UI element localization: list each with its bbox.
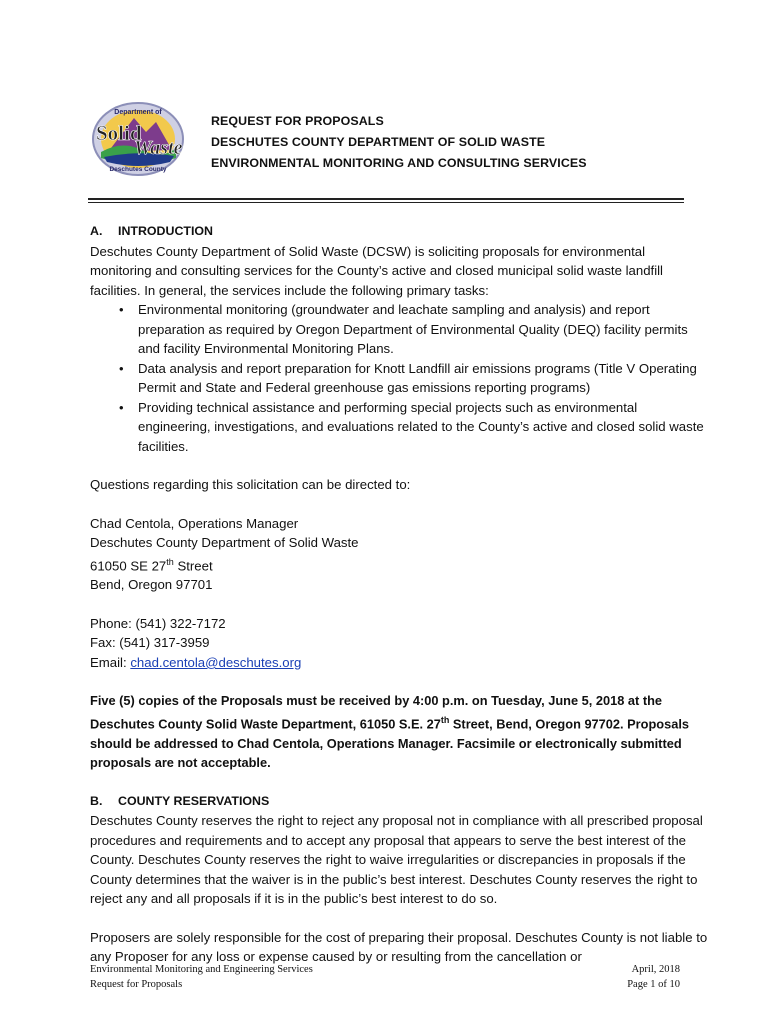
task-list [90,300,710,456]
document-body [90,222,710,967]
header-line-1: REQUEST FOR PROPOSALS [211,114,384,128]
header-divider-thick [88,198,684,200]
list-item: • Data analysis and report preparation for Knott Landfill air emissions programs (Title V Operating Permit and State and Federal greenhouse gas emissions reporting programs) [138,359,710,398]
section-b-paragraph-1: Deschutes County reserves the right to reject any proposal not in compliance with all prescribed proposal procedures and requirements and to accept any proposal that appears to serve the best interest of the County. Deschutes County reserves the right to waive irregularities or discrepancies in proposals if the County determines that the waiver is in the public’s best interest. Deschutes County reserves the right to reject any and all proposals if it is in the public’s best interest to do so. [90,813,703,907]
contact-department: Deschutes County Department of Solid Waste [90,535,359,550]
contact-city: Bend, Oregon 97701 [90,577,213,593]
logo-word-waste: Waste [134,137,183,159]
contact-fax: Fax: (541) 317-3959 [90,635,210,651]
logo-graphic [82,100,190,178]
section-a-number: A. [90,224,103,238]
footer-doc-type: Request for Proposals [90,979,183,990]
contact-name: Chad Centola, Operations Manager [90,515,299,531]
header-line-2: DESCHUTES COUNTY DEPARTMENT OF SOLID WASTE [211,135,546,149]
contact-street: 61050 SE 27th Street [90,556,213,573]
email-link[interactable]: chad.centola@deschutes.org [130,654,302,670]
contact-block [90,514,710,673]
header-line-3: ENVIRONMENTAL MONITORING AND CONSULTING SERVICES [211,156,587,170]
section-a-title: INTRODUCTION [118,224,213,238]
logo-top-text: Department of [114,109,162,116]
section-a-heading [90,222,710,242]
footer-page-number: Page 1 of 10 [627,979,680,990]
logo-bottom-text: Deschutes County [109,166,167,173]
header-divider-thin [88,202,684,203]
footer-date: April, 2018 [631,964,680,975]
list-item: • Environmental monitoring (groundwater and leachate sampling and analysis) and report preparation as required by Oregon Department of Environmental Quality (DEQ) facility permits and facility Environmental Monitoring Plans. [138,300,710,359]
footer-left [90,962,313,992]
logo-word-solid: Solid [96,121,142,145]
email-label: Email: [90,654,131,670]
contact-email-row [90,653,710,673]
solid-waste-logo [82,100,190,178]
contact-phone: Phone: (541) 322-7172 [90,615,226,631]
section-b-paragraph-2: Proposers are solely responsible for the cost of preparing their proposal. Deschutes County is not liable to any Proposer for any loss or expense caused by or resulting from the cancellation or [90,929,708,965]
section-b-number: B. [90,793,103,808]
list-item: • Providing technical assistance and performing special projects such as environmental engineering, investigations, and evaluations related to the County’s active and closed solid waste facilities. [138,398,710,457]
footer-doc-title: Environmental Monitoring and Engineering Services [90,964,313,975]
section-b-heading [90,792,710,812]
questions-text: Questions regarding this solicitation can be directed to: [90,477,411,492]
submission-deadline: Five (5) copies of the Proposals must be received by 4:00 p.m. on Tuesday, June 5, 2018 at the Deschutes County Solid Waste Department, 61050 S.E. 27th Street, Bend, Oregon 97702. Proposals should be addressed to Chad Centola, Operations Manager. Facsimile or electronically submitted proposals are not acceptable. [90,693,690,771]
document-header [211,111,587,174]
footer-right [627,962,680,992]
section-b-title: COUNTY RESERVATIONS [118,793,270,808]
section-a-intro: Deschutes County Department of Solid Waste (DCSW) is soliciting proposals for environmental monitoring and consulting services for the County’s active and closed municipal solid waste landfill facilities. In general, the services include the following primary tasks: [90,243,663,298]
